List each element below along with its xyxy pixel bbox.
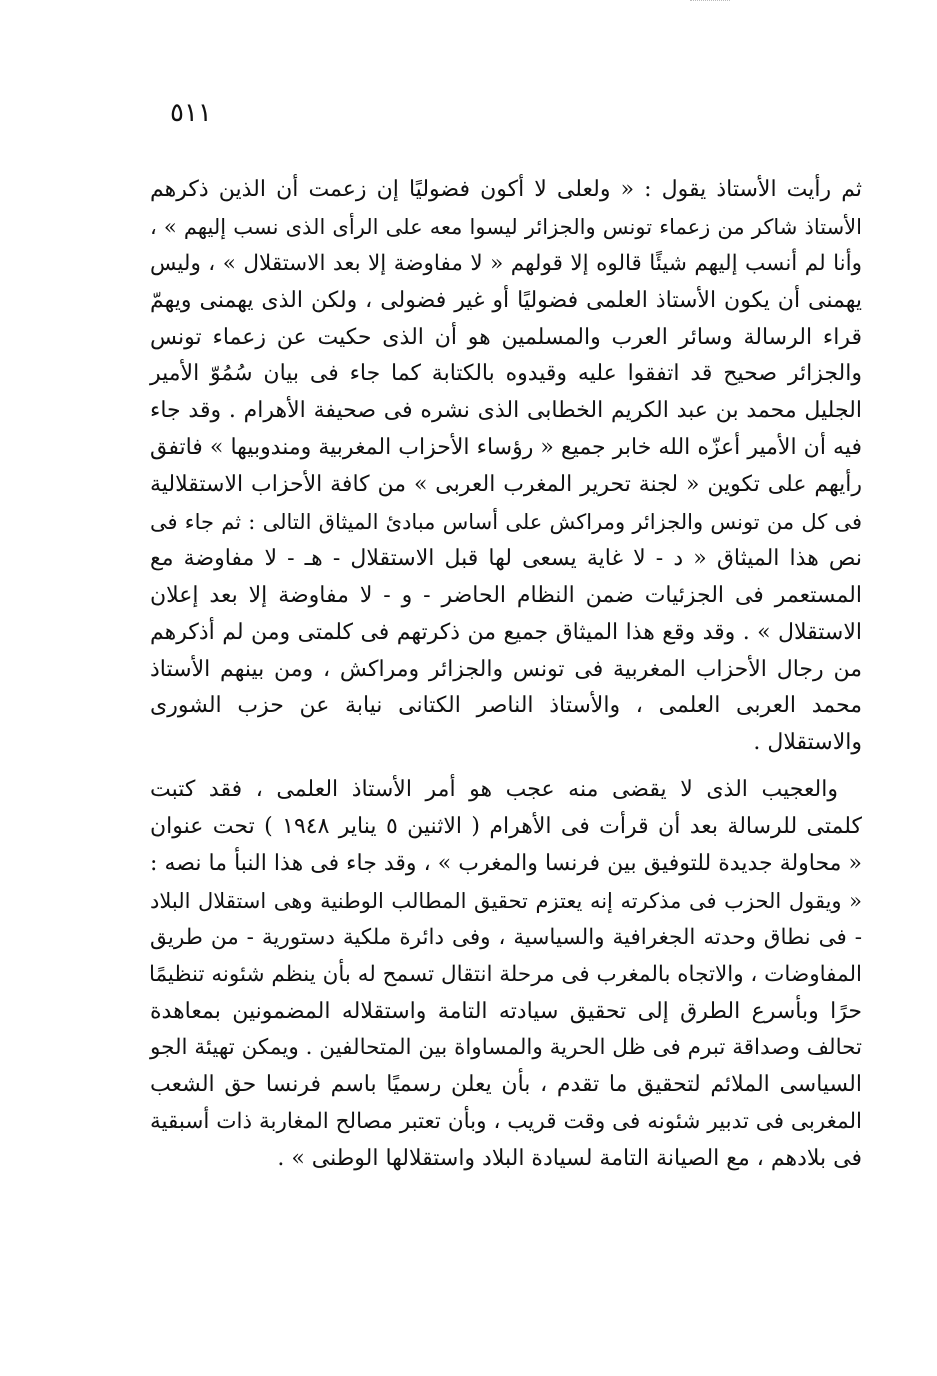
text-line: رأيهم على تكوين « لجنة تحرير المغرب العربى » من كافة الأحزاب الاستقلالية [150,472,862,498]
text-line: نص هذا الميثاق « د - لا غاية يسعى لها قبل الاستقلال - هـ - لا مفاوضة مع [150,545,862,571]
text-line: « محاولة جديدة للتوفيق بين فرنسا والمغرب » ، وقد جاء فى هذا النبأ ما نصه : [150,851,862,877]
text-line: فيه أن الأمير أعزّه الله خابر جميع « رؤساء الأحزاب المغربية ومندوبيها » فاتفق [150,435,862,461]
text-line: ثم رأيت الأستاذ يقول : « ولعلى لا أكون فضوليًا إن زعمت أن الذين ذكرهم [150,177,862,202]
text-line: كلمتى للرسالة بعد أن قرأت فى الأهرام ( الاثنين ٥ يناير ١٩٤٨ ) تحت عنوان [150,814,863,840]
text-line: والجزائر صحيح قد اتفقوا عليه وقيدوه بالكتابة كما جاء فى بيان سُمُوّ الأمير [150,361,862,387]
text-line: « ويقول الحزب فى مذكرته إنه يعتزم تحقيق المطالب الوطنية وهى استقلال البلاد [150,888,862,913]
text-line: الاستقلال » . وقد وقع هذا الميثاق جميع من ذكرتهم فى كلمتى ومن لم أذكرهم [150,619,862,645]
text-line: الأستاذ شاكر من زعماء تونس والجزائر ليسوا معه على الرأى الذى نسب إليهم » ، [150,214,862,239]
text-line: فى بلادهم ، مع الصيانة التامة لسيادة البلاد واستقلالها الوطنى » . [277,1146,862,1172]
page-number: ٥١١ [170,98,212,128]
paragraph-1 [150,172,862,762]
text-line: الجليل محمد بن عبد الكريم الخطابى الذى نشره فى صحيفة الأهرام . وقد جاء [150,398,862,424]
text-line: محمد العربى العلمى ، والأستاذ الناصر الكتانى نيابة عن حزب الشورى [150,693,862,719]
text-line: وأنا لم أنسب إليهم شيئًا قالوه إلا قولهم « لا مفاوضة إلا بعد الاستقلال » ، وليس [150,250,862,276]
text-line: والعجيب الذى لا يقضى منه عجب هو أمر الأستاذ العلمى ، فقد كتبت [150,777,838,803]
text-line: المغربى فى تدبير شئونه فى وقت قريب ، وبأن تعتبر مصالح المغاربة ذات أسبقية [150,1109,862,1135]
text-line: يهمنى أن يكون الأستاذ العلمى فضوليًا أو غير فضولى ، ولكن الذى يهمنى ويهمّ [150,287,862,313]
text-line: حرًا وبأسرع الطرق إلى تحقيق سيادته التامة واستقلاله المضمونين بمعاهدة [150,998,862,1024]
paragraph-gap [150,762,862,772]
text-line: المستعمر فى الجزئيات ضمن النظام الحاضر - و - لا مفاوضة إلا بعد إعلان [150,582,862,608]
text-line: السياسى الملائم لتحقيق ما تقدم ، بأن يعلن رسميًا باسم فرنسا حق الشعب [150,1072,862,1098]
text-line: المفاوضات ، والاتجاه بالمغرب فى مرحلة انتقال تسمح له بأن ينظم شئونه تنظيمًا [148,961,862,987]
text-line: - فى نطاق وحدته الجغرافية والسياسية ، وفى دائرة ملكية دستورية - من طريق [150,924,862,950]
text-line: والاستقلال . [753,730,862,756]
text-line: قراء الرسالة وسائر العرب والمسلمين هو أن الذى حكيت عن زعماء تونس [150,324,862,350]
paragraph-2 [150,772,862,1178]
text-line: فى كل من تونس والجزائر ومراكش على أساس مبادئ الميثاق التالى : ثم جاء فى [150,510,862,535]
text-line: من رجال الأحزاب المغربية فى تونس والجزائر ومراكش ، ومن بينهم الأستاذ [150,656,862,682]
top-edge-mark [690,0,730,4]
text-line: تحالف وصداقة تبرم فى ظل الحرية والمساواة بين المتحالفين . ويمكن تهيئة الجو [150,1035,862,1061]
body-text [150,172,862,1178]
